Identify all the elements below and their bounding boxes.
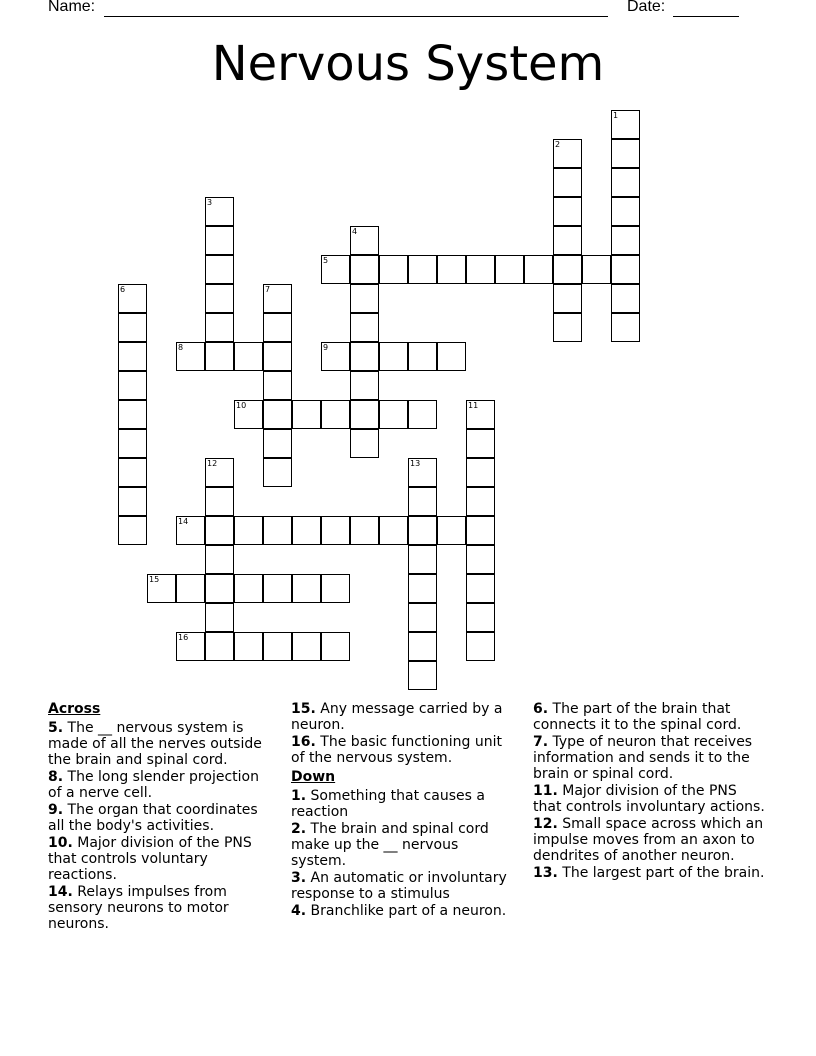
grid-cell[interactable] bbox=[611, 255, 640, 284]
grid-cell[interactable] bbox=[205, 516, 234, 545]
grid-cell[interactable] bbox=[466, 255, 495, 284]
grid-cell[interactable] bbox=[263, 400, 292, 429]
clue-number: 16 bbox=[178, 633, 189, 642]
clue-number: 13 bbox=[410, 459, 421, 468]
grid-cell[interactable] bbox=[466, 574, 495, 603]
grid-cell[interactable] bbox=[263, 342, 292, 371]
grid-cell[interactable] bbox=[466, 632, 495, 661]
clue-down-7: 7. Type of neuron that receives information and sends it to the brain or spinal cord. bbox=[533, 734, 753, 782]
grid-cell[interactable] bbox=[466, 545, 495, 574]
grid-cell[interactable] bbox=[205, 574, 234, 603]
clue-down-3: 3. An automatic or involuntary response to a stimulus bbox=[291, 870, 507, 902]
grid-cell[interactable] bbox=[611, 284, 640, 313]
clue-number: 2 bbox=[555, 140, 561, 149]
grid-cell[interactable] bbox=[118, 429, 147, 458]
grid-cell[interactable] bbox=[118, 487, 147, 516]
grid-cell[interactable] bbox=[205, 545, 234, 574]
clue-number: 5 bbox=[323, 256, 329, 265]
grid-cell[interactable] bbox=[205, 342, 234, 371]
clue-across-9: 9. The organ that coordinates all the body's activities. bbox=[48, 802, 258, 834]
grid-cell[interactable] bbox=[263, 632, 292, 661]
clue-across-8: 8. The long slender projection of a nerve cell. bbox=[48, 769, 259, 801]
grid-cell[interactable] bbox=[495, 255, 524, 284]
grid-cell[interactable] bbox=[408, 342, 437, 371]
clue-down-1: 1. Something that causes a reaction bbox=[291, 788, 485, 820]
grid-cell[interactable] bbox=[350, 429, 379, 458]
grid-cell[interactable] bbox=[118, 342, 147, 371]
clue-down-12: 12. Small space across which an impulse moves from an axon to dendrites of another neuron. bbox=[533, 816, 764, 864]
grid-cell[interactable] bbox=[408, 603, 437, 632]
grid-cell[interactable] bbox=[263, 458, 292, 487]
grid-cell[interactable] bbox=[437, 516, 466, 545]
grid-cell[interactable] bbox=[118, 284, 147, 313]
grid-cell[interactable] bbox=[524, 255, 553, 284]
grid-cell[interactable] bbox=[263, 429, 292, 458]
grid-cell[interactable] bbox=[263, 574, 292, 603]
grid-cell[interactable] bbox=[321, 574, 350, 603]
grid-cell[interactable] bbox=[408, 255, 437, 284]
grid-cell[interactable] bbox=[292, 400, 321, 429]
grid-cell[interactable] bbox=[379, 342, 408, 371]
grid-cell[interactable] bbox=[408, 516, 437, 545]
grid-cell[interactable] bbox=[263, 516, 292, 545]
clue-number: 4 bbox=[352, 227, 358, 236]
grid-cell[interactable] bbox=[118, 458, 147, 487]
grid-cell[interactable] bbox=[553, 226, 582, 255]
grid-cell[interactable] bbox=[147, 574, 176, 603]
grid-cell[interactable] bbox=[408, 574, 437, 603]
grid-cell[interactable] bbox=[350, 284, 379, 313]
grid-cell[interactable] bbox=[466, 487, 495, 516]
grid-cell[interactable] bbox=[466, 603, 495, 632]
grid-cell[interactable] bbox=[205, 284, 234, 313]
clue-across-5: 5. The __ nervous system is made of all the nerves outside the brain and spinal cord. bbox=[48, 720, 262, 768]
grid-cell[interactable] bbox=[234, 342, 263, 371]
grid-cell[interactable] bbox=[437, 342, 466, 371]
grid-cell[interactable] bbox=[379, 516, 408, 545]
grid-cell[interactable] bbox=[205, 255, 234, 284]
clue-number: 11 bbox=[468, 401, 479, 410]
grid-cell[interactable] bbox=[408, 661, 437, 690]
grid-cell[interactable] bbox=[553, 197, 582, 226]
name-label: Name: bbox=[48, 0, 96, 15]
grid-cell[interactable] bbox=[437, 255, 466, 284]
clue-down-4: 4. Branchlike part of a neuron. bbox=[291, 903, 507, 919]
clue-number: 3 bbox=[207, 198, 213, 207]
grid-cell[interactable] bbox=[234, 632, 263, 661]
date-label: Date: bbox=[627, 0, 666, 15]
grid-cell[interactable] bbox=[321, 400, 350, 429]
grid-cell[interactable] bbox=[582, 255, 611, 284]
clue-number: 9 bbox=[323, 343, 329, 352]
grid-cell[interactable] bbox=[118, 371, 147, 400]
grid-cell[interactable] bbox=[205, 197, 234, 226]
grid-cell[interactable] bbox=[205, 313, 234, 342]
clue-number: 10 bbox=[236, 401, 247, 410]
clue-down-6: 6. The part of the brain that connects it to the spinal cord. bbox=[533, 701, 742, 733]
grid-cell[interactable] bbox=[176, 574, 205, 603]
clue-number: 8 bbox=[178, 343, 184, 352]
grid-cell[interactable] bbox=[553, 284, 582, 313]
grid-cell[interactable] bbox=[234, 400, 263, 429]
grid-cell[interactable] bbox=[611, 313, 640, 342]
grid-cell[interactable] bbox=[205, 226, 234, 255]
grid-cell[interactable] bbox=[611, 226, 640, 255]
grid-cell[interactable] bbox=[350, 371, 379, 400]
grid-cell[interactable] bbox=[263, 284, 292, 313]
clue-down-13: 13. The largest part of the brain. bbox=[533, 865, 765, 881]
clue-down-2: 2. The brain and spinal cord make up the __ nervous system. bbox=[291, 821, 489, 869]
grid-cell[interactable] bbox=[379, 400, 408, 429]
clue-number: 6 bbox=[120, 285, 126, 294]
grid-cell[interactable] bbox=[205, 487, 234, 516]
grid-cell[interactable] bbox=[379, 255, 408, 284]
grid-cell[interactable] bbox=[176, 342, 205, 371]
grid-cell[interactable] bbox=[350, 255, 379, 284]
clue-across-16: 16. The basic functioning unit of the nervous system. bbox=[291, 734, 502, 766]
clue-number: 1 bbox=[613, 111, 619, 120]
grid-cell[interactable] bbox=[350, 342, 379, 371]
grid-cell[interactable] bbox=[263, 371, 292, 400]
clue-across-10: 10. Major division of the PNS that controls voluntary reactions. bbox=[48, 835, 252, 883]
grid-cell[interactable] bbox=[234, 516, 263, 545]
clues-column-2 bbox=[291, 701, 516, 920]
grid-cell[interactable] bbox=[205, 458, 234, 487]
grid-cell[interactable] bbox=[466, 516, 495, 545]
down-heading: Down bbox=[291, 769, 336, 785]
grid-cell[interactable] bbox=[292, 516, 321, 545]
grid-cell[interactable] bbox=[350, 226, 379, 255]
clue-across-15: 15. Any message carried by a neuron. bbox=[291, 701, 503, 733]
grid-cell[interactable] bbox=[234, 574, 263, 603]
grid-cell[interactable] bbox=[205, 603, 234, 632]
grid-cell[interactable] bbox=[321, 342, 350, 371]
grid-cell[interactable] bbox=[263, 313, 292, 342]
grid-cell[interactable] bbox=[292, 574, 321, 603]
grid-cell[interactable] bbox=[611, 110, 640, 139]
grid-cell[interactable] bbox=[466, 400, 495, 429]
grid-cell[interactable] bbox=[611, 168, 640, 197]
page-title: Nervous System bbox=[211, 36, 605, 92]
clue-number: 7 bbox=[265, 285, 271, 294]
grid-cell[interactable] bbox=[176, 632, 205, 661]
grid-cell[interactable] bbox=[466, 429, 495, 458]
grid-cell[interactable] bbox=[350, 313, 379, 342]
grid-cell[interactable] bbox=[205, 632, 234, 661]
grid-cell[interactable] bbox=[321, 632, 350, 661]
grid-cell[interactable] bbox=[350, 400, 379, 429]
grid-cell[interactable] bbox=[118, 516, 147, 545]
grid-cell[interactable] bbox=[408, 458, 437, 487]
grid-cell[interactable] bbox=[118, 400, 147, 429]
grid-cell[interactable] bbox=[408, 545, 437, 574]
grid-cell[interactable] bbox=[350, 516, 379, 545]
clue-number: 15 bbox=[149, 575, 160, 584]
grid-cell[interactable] bbox=[408, 400, 437, 429]
clue-number: 14 bbox=[178, 517, 189, 526]
grid-cell[interactable] bbox=[321, 516, 350, 545]
grid-cell[interactable] bbox=[553, 139, 582, 168]
clue-across-14: 14. Relays impulses from sensory neurons to motor neurons. bbox=[48, 884, 229, 932]
grid-cell[interactable] bbox=[611, 139, 640, 168]
grid-cell[interactable] bbox=[176, 516, 205, 545]
clue-down-11: 11. Major division of the PNS that controls involuntary actions. bbox=[533, 783, 765, 815]
grid-cell[interactable] bbox=[118, 313, 147, 342]
clues-column-3 bbox=[533, 701, 766, 882]
across-heading: Across bbox=[48, 701, 101, 717]
grid-cell[interactable] bbox=[553, 313, 582, 342]
clues-column-1 bbox=[48, 701, 273, 933]
grid-cell[interactable] bbox=[611, 197, 640, 226]
grid-cell[interactable] bbox=[408, 632, 437, 661]
grid-cell[interactable] bbox=[553, 168, 582, 197]
grid-cell[interactable] bbox=[466, 458, 495, 487]
grid-cell[interactable] bbox=[292, 632, 321, 661]
grid-cell[interactable] bbox=[553, 255, 582, 284]
clue-number: 12 bbox=[207, 459, 218, 468]
grid-cell[interactable] bbox=[408, 487, 437, 516]
grid-cell[interactable] bbox=[321, 255, 350, 284]
